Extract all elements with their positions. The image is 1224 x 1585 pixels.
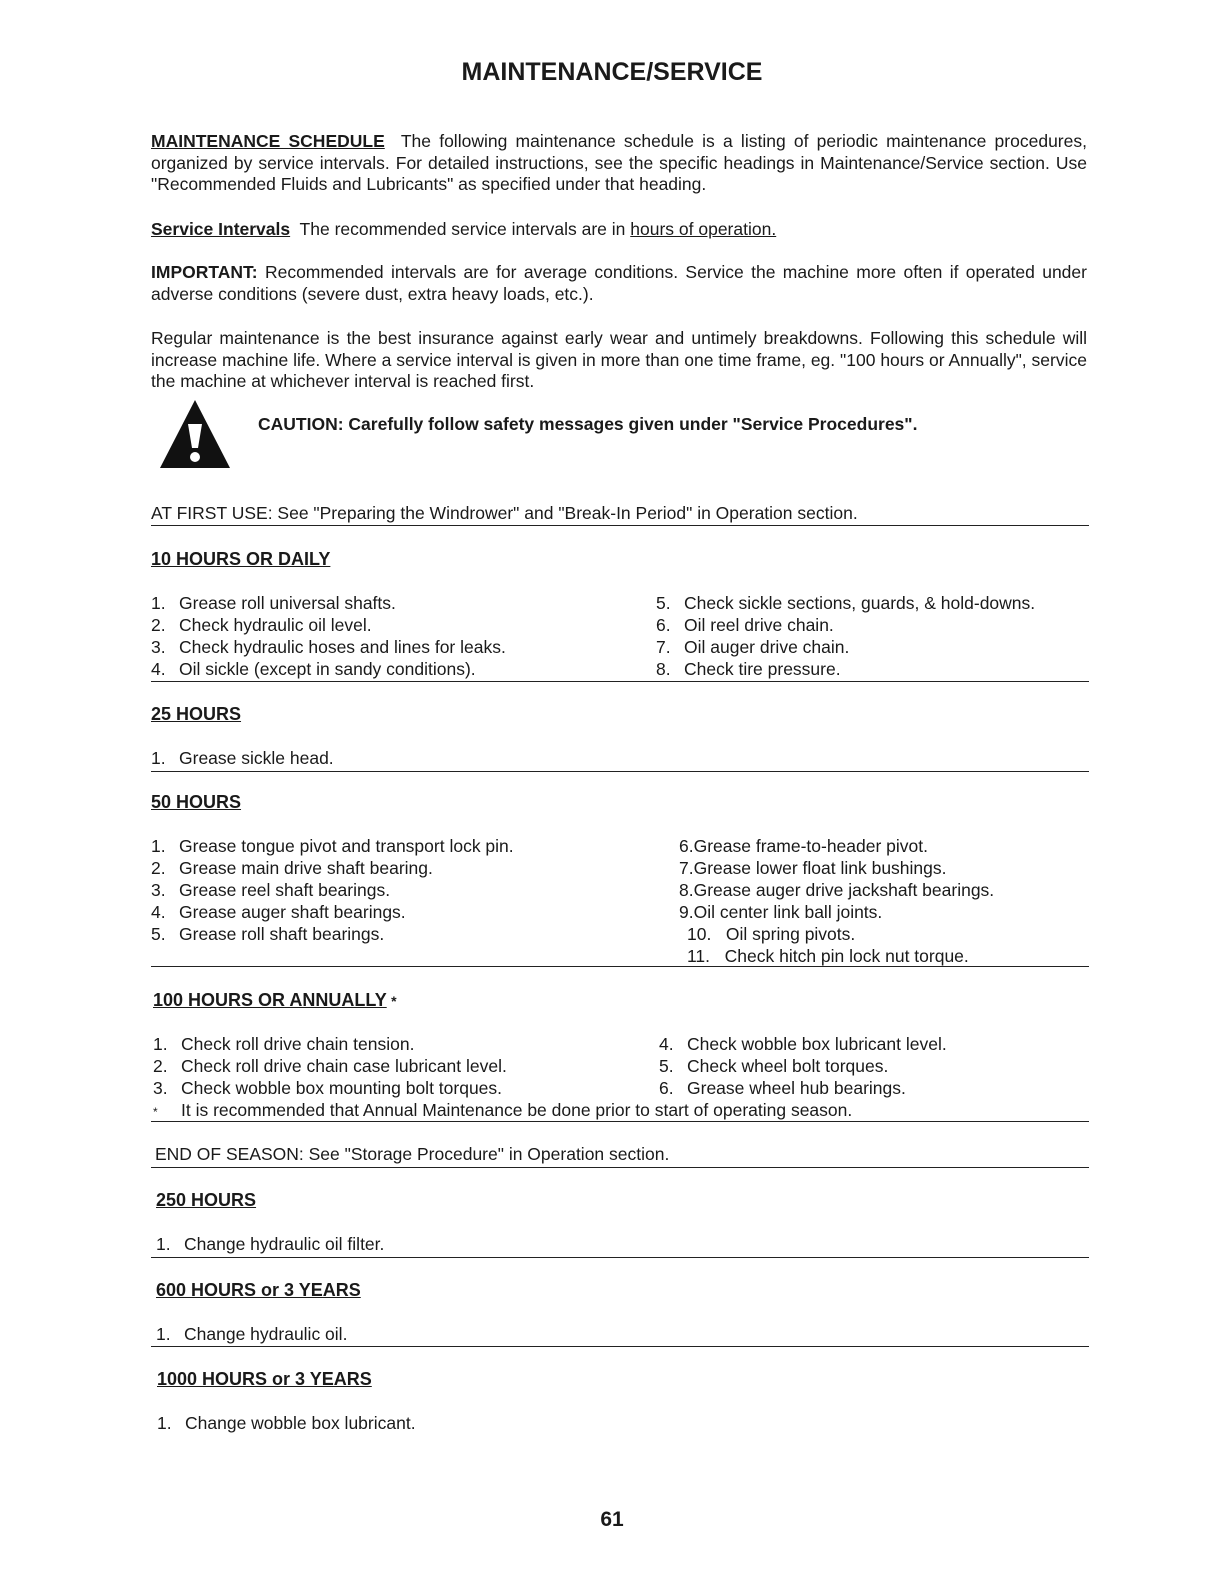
- heading-1000-hours: 1000 HOURS or 3 YEARS: [157, 1369, 372, 1389]
- list-10-hours-right: [656, 592, 1035, 680]
- list-item: 4. Check wobble box lubricant level.: [659, 1034, 947, 1054]
- list-item: 1. Change hydraulic oil filter.: [156, 1234, 385, 1254]
- important-text: Recommended intervals are for average conditions. Service the machine more often if operated under adverse conditions (severe dust, extra heavy loads, etc.).: [151, 262, 1087, 304]
- list-item: 6. Oil reel drive chain.: [656, 615, 834, 635]
- schedule-paragraph: [151, 131, 1087, 196]
- intervals-underlined: hours of operation.: [630, 219, 777, 239]
- list-item: 1. Change wobble box lubricant.: [157, 1413, 416, 1433]
- list-item: 2. Check hydraulic oil level.: [151, 615, 372, 635]
- divider: [151, 966, 1089, 967]
- page-number: 61: [600, 1508, 624, 1531]
- divider: [151, 681, 1089, 682]
- list-item: 1. Change hydraulic oil.: [156, 1324, 348, 1344]
- list-item: 5. Check sickle sections, guards, & hold-downs.: [656, 593, 1036, 613]
- list-50-hours-left: [151, 835, 514, 945]
- list-item: 9.Oil center link ball joints.: [679, 902, 883, 922]
- schedule-lead: MAINTENANCE SCHEDULE: [151, 131, 385, 151]
- list-100-hours-right: [659, 1033, 947, 1099]
- list-item: 2. Check roll drive chain case lubricant level.: [153, 1056, 507, 1076]
- divider: [151, 525, 1089, 526]
- important-paragraph: [151, 262, 1087, 305]
- list-item: 8. Check tire pressure.: [656, 659, 841, 679]
- heading-100-hours-wrap: [153, 990, 397, 1011]
- list-item: 1. Check roll drive chain tension.: [153, 1034, 415, 1054]
- list-item: 5. Grease roll shaft bearings.: [151, 924, 385, 944]
- regular-paragraph: Regular maintenance is the best insurance against early wear and untimely breakdowns. Following this schedule will increase machine life. Where a service interval is given in more than one time frame, eg. "100 hours or Annually", service the machine at whichever interval is reached first.: [151, 328, 1087, 391]
- list-item: 3. Grease reel shaft bearings.: [151, 880, 391, 900]
- end-of-season-line: END OF SEASON: See "Storage Procedure" in Operation section.: [155, 1144, 670, 1164]
- heading-25-hours: 25 HOURS: [151, 704, 242, 724]
- divider: [151, 771, 1089, 772]
- list-item: 7. Oil auger drive chain.: [656, 637, 850, 657]
- caution-text: CAUTION: Carefully follow safety messages given under "Service Procedures".: [258, 414, 918, 434]
- list-50-hours-right: [679, 835, 994, 967]
- list-item: 2. Grease main drive shaft bearing.: [151, 858, 433, 878]
- list-item: 4. Grease auger shaft bearings.: [151, 902, 406, 922]
- intervals-paragraph: [151, 219, 1087, 241]
- page-title: MAINTENANCE/SERVICE: [461, 58, 763, 86]
- schedule-text: The following maintenance schedule is a listing of periodic maintenance procedures, organized by service intervals. For detailed instructions, see the specific headings in Maintenance/Service section. Use "Recommended Fluids and Lubricants" as specified under that heading.: [151, 131, 1087, 194]
- divider: [151, 1346, 1089, 1347]
- list-item: 4. Oil sickle (except in sandy conditions).: [151, 659, 476, 679]
- heading-600-hours: 600 HOURS or 3 YEARS: [156, 1280, 361, 1300]
- important-lead: IMPORTANT:: [151, 262, 258, 282]
- list-25-hours: [151, 747, 334, 769]
- divider: [151, 1121, 1089, 1122]
- list-item: 3. Check hydraulic hoses and lines for leaks.: [151, 637, 506, 657]
- list-item: 1. Grease tongue pivot and transport lock pin.: [151, 836, 514, 856]
- list-item: 11. Check hitch pin lock nut torque.: [687, 946, 969, 966]
- list-item: 3. Check wobble box mounting bolt torques.: [153, 1078, 503, 1098]
- intervals-text: The recommended service intervals are in: [299, 219, 626, 239]
- heading-10-hours: 10 HOURS OR DAILY: [151, 549, 331, 569]
- list-1000-hours: [157, 1412, 416, 1434]
- asterisk-mark: *: [391, 993, 397, 1009]
- list-item: 8.Grease auger drive jackshaft bearings.: [679, 880, 995, 900]
- list-item: 10. Oil spring pivots.: [687, 924, 856, 944]
- list-item: 6.Grease frame-to-header pivot.: [679, 836, 929, 856]
- heading-250-hours: 250 HOURS: [156, 1190, 257, 1210]
- annual-note: It is recommended that Annual Maintenance be done prior to start of operating season.: [181, 1100, 853, 1120]
- list-10-hours-left: [151, 592, 506, 680]
- heading-50-hours: 50 HOURS: [151, 792, 242, 812]
- heading-100-hours: 100 HOURS OR ANNUALLY: [153, 990, 387, 1010]
- list-250-hours: [156, 1233, 384, 1255]
- list-item: 7.Grease lower float link bushings.: [679, 858, 947, 878]
- list-600-hours: [156, 1323, 347, 1345]
- warning-triangle-icon: [158, 398, 232, 470]
- first-use-line: AT FIRST USE: See "Preparing the Windrower" and "Break-In Period" in Operation section.: [151, 503, 858, 523]
- list-item: 6. Grease wheel hub bearings.: [659, 1078, 906, 1098]
- list-item: 1. Grease sickle head.: [151, 748, 334, 768]
- divider: [151, 1167, 1089, 1168]
- list-item: 1. Grease roll universal shafts.: [151, 593, 396, 613]
- list-item: * It is recommended that Annual Maintenance be done prior to start of operating season.: [153, 1100, 853, 1120]
- intervals-lead: Service Intervals: [151, 219, 291, 239]
- list-item: 5. Check wheel bolt torques.: [659, 1056, 889, 1076]
- divider: [151, 1257, 1089, 1258]
